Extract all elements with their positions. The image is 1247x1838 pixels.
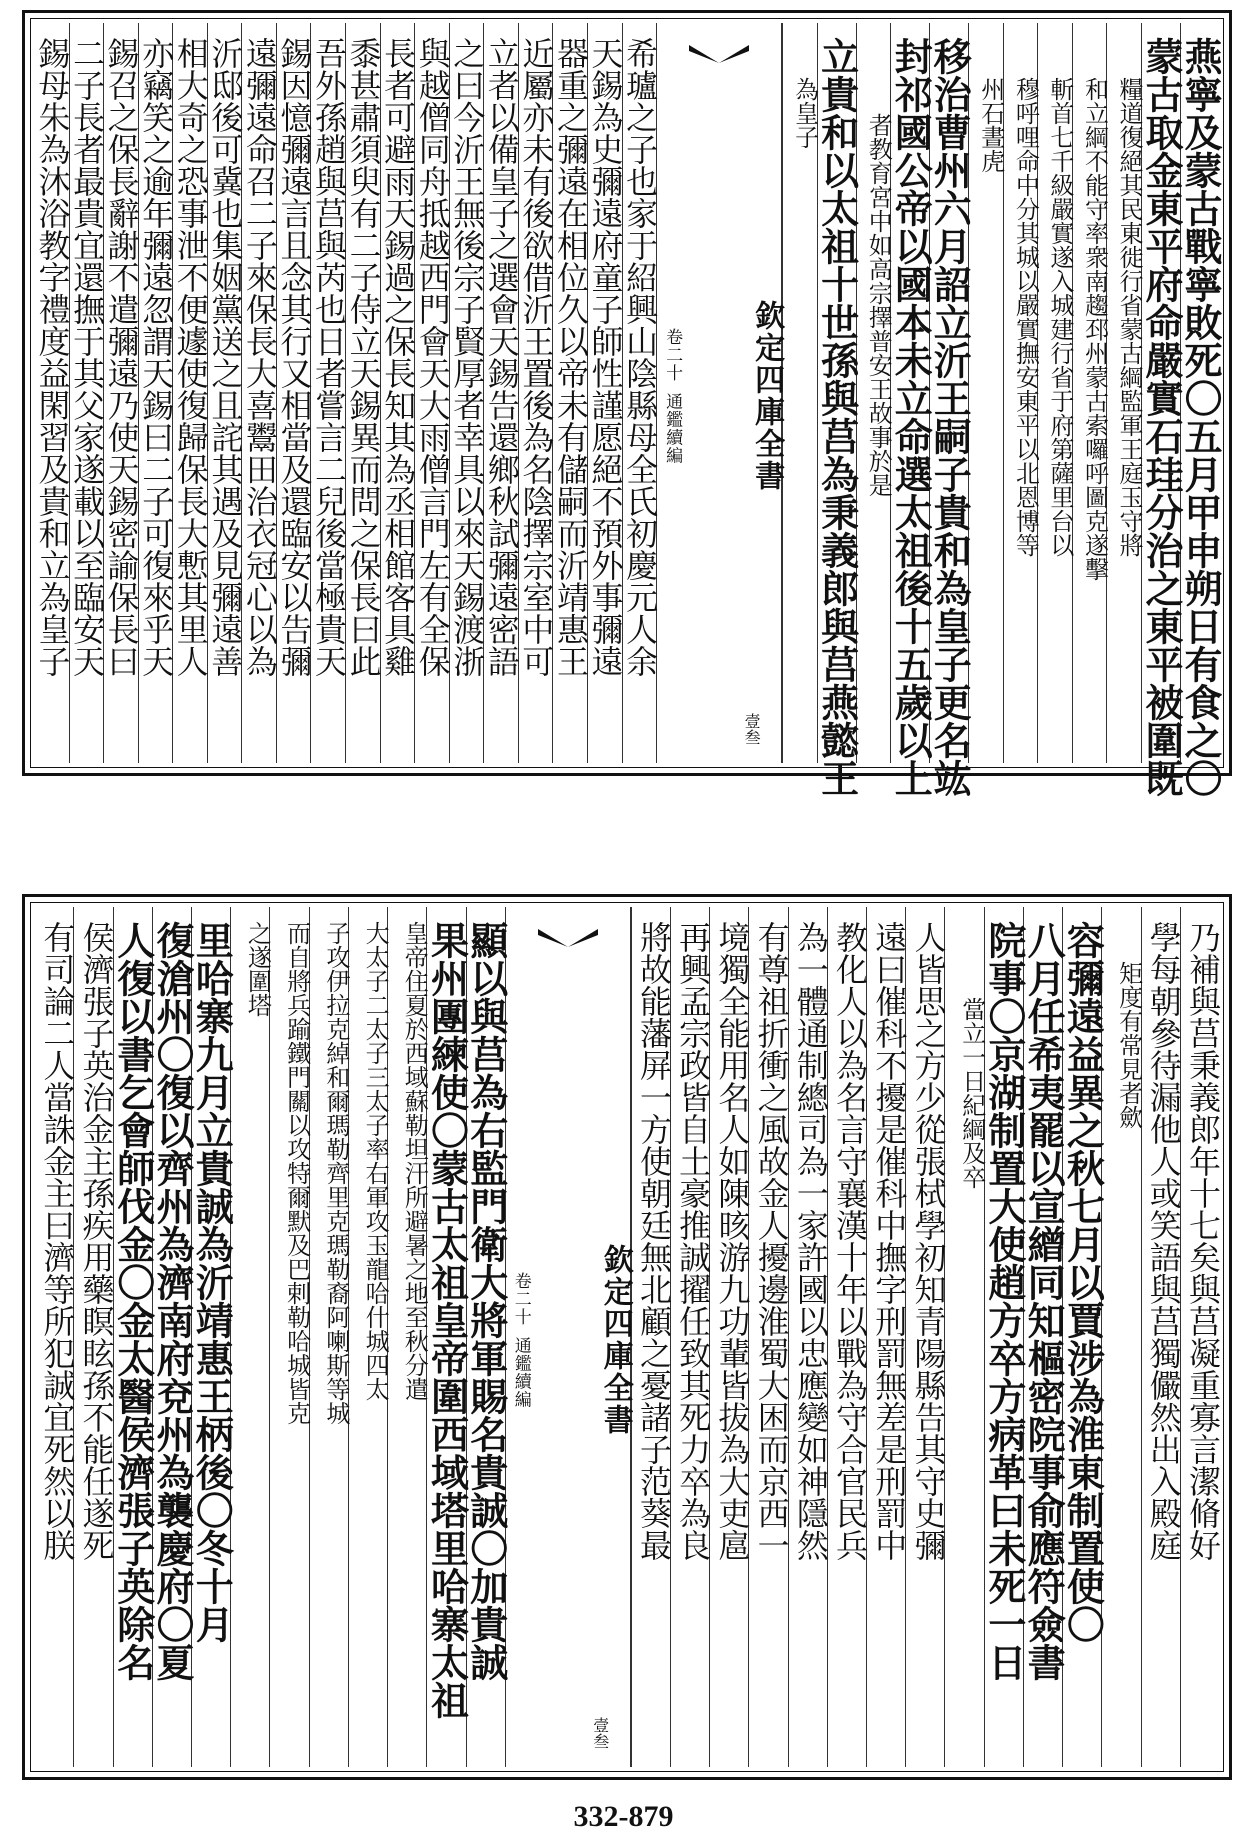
text-column: 侯濟張子英治金主孫疾用藥瞑眩孫不能任遂死 [73,907,112,1767]
folio-gutter [505,907,631,1767]
text-column: 境獨全能用名人如陳晐游九功輩皆拔為大吏扈 [709,907,748,1767]
text-column: 之曰今沂王無後宗子賢厚者幸具以來天錫渡浙 [449,23,484,763]
text-column: 吾外孫趙與莒與芮也日者嘗言二兒後當極貴天 [310,23,345,763]
text-column: 與越僧同舟抵越西門會天大雨僧言門左有全保 [414,23,449,763]
text-column: 八月任希夷罷以宣繒同知樞密院事俞應符僉書 [1023,907,1062,1767]
gutter-section: 通鑑續編 [662,392,683,465]
text-column: 子攻伊拉克綽和爾瑪勒齊里克瑪勒裔阿喇斯等城 [309,907,348,1767]
text-column: 容彌遠益異之秋七月以賈涉為淮東制置使〇 [1062,907,1101,1767]
text-column: 希瓐之子也家于紹興山陰縣母全氏初慶元人余 [622,23,657,763]
text-column: 果州團練使〇蒙古太祖皇帝圍西域塔里哈寨太祖 [426,907,465,1767]
text-column: 有司論二人當誅金主曰濟等所犯誠宜死然以朕 [38,921,77,1561]
gutter-page: 壹叁 [590,1717,610,1749]
text-column: 之遂圍塔 [230,907,269,1767]
text-column: 亦竊笑之逾年彌遠忽謂天錫曰二子可復來乎天 [138,23,173,763]
fish-tail-icon [687,43,751,65]
text-column: 當立一日紀綱及卒 [944,907,983,1767]
fish-tail-icon [536,927,600,949]
text-column: 和立綱不能守率衆南趨邳州蒙古索囉呼圖克遂擊 [1072,23,1107,763]
text-column: 穆呼哩命中分其城以嚴實撫安東平以北恩博等 [1003,23,1038,763]
text-column: 再興孟宗政皆自土豪推誠擢任致其死力卒為良 [670,907,709,1767]
text-column: 遠曰催科不擾是催科中撫字刑罰無差是刑罰中 [866,907,905,1767]
text-column: 斬首七千級嚴實遂入城建行省于府第薩里台以 [1037,23,1072,763]
text-column: 錫因憶彌遠言且念其行又相當及還臨安以告彌 [276,23,311,763]
text-column: 將故能藩屏一方使朝廷無北顧之憂諸子范葵最 [631,907,670,1767]
text-column: 州石晝虎 [968,23,1003,763]
text-column: 移治曹州六月詔立沂王嗣子貴和為皇子更名竑 [929,23,968,763]
text-column: 顯以與莒為右監門衛大將軍賜名貴誠〇加貴誠 [466,907,505,1767]
text-column: 錫召之保長辭謝不遣彌遠乃使天錫密諭保長曰 [103,23,138,763]
folio-gutter [656,23,785,763]
text-column: 院事〇京湖制置大使趙方卒方病革曰未死一日 [984,907,1023,1767]
text-column: 矩度有常見者歛 [1101,907,1140,1767]
gutter-volume: 卷二十 [510,1271,531,1326]
text-column: 二子長者最貴宜還撫于其父家遂載以至臨安天 [69,23,104,763]
page-number: 332-879 [573,1800,674,1833]
text-column: 者教育宮中如高宗擇普安王故事於是 [856,23,891,763]
text-column: 遠彌遠命召二子來保長大喜鬻田治衣冠心以為 [241,23,276,763]
text-column: 皇帝住夏於西域蘇勒坦汗所避暑之地至秋分遣 [387,907,426,1767]
text-column: 沂邸後可冀也集姻黨送之且詫其遇及見彌遠善 [207,23,242,763]
gutter-title: 欽定四庫全書 [597,1244,633,1436]
text-column: 器重之彌遠在相位久以帝未有儲嗣而沂靖惠王 [552,23,587,763]
text-column: 為皇子 [782,23,817,763]
gutter-volume: 卷二十 [662,327,683,382]
gutter-section: 通鑑續編 [510,1336,531,1409]
text-column: 近屬亦未有後欲借沂王置後為名陰擇宗室中可 [518,23,553,763]
text-column: 人皆思之方少從張栻學初知青陽縣告其守史彌 [905,907,944,1767]
text-column: 立貴和以太祖十世孫與莒為秉義郎與莒燕懿王 [817,23,856,763]
text-column: 有尊祖折衝之風故金人擾邊淮蜀大困而京西一 [748,907,787,1767]
text-column: 而自將兵踰鐵門關以攻特爾默及巴剌勒哈城皆克 [269,907,308,1767]
bottom-folio [22,894,1232,1780]
text-column: 大太子二太子三太子率右軍攻玉龍哈什城四太 [348,907,387,1767]
text-column: 為一體通制總司為一家許國以忠應變如神隱然 [788,907,827,1767]
text-column: 人復以書乞會師伐金〇金太醫侯濟張子英除名 [113,907,152,1767]
text-column: 天錫為史彌遠府童子師性謹愿絕不預外事彌遠 [587,23,622,763]
top-columns [33,23,1223,797]
text-column: 立者以備皇子之選會天錫告還鄉秋試彌遠密語 [483,23,518,763]
text-column: 乃補與莒秉義郎年十七矣與莒凝重寡言潔脩好 [1180,907,1219,1767]
bottom-columns [35,907,1222,1767]
text-column: 蒙古取金東平府命嚴實石珪分治之東平被圍既 [1141,23,1180,763]
gutter-page: 壹叁 [742,713,762,745]
text-column: 錫母朱為沐浴教字禮度益閑習及貴和立為皇子 [33,37,72,677]
text-column: 糧道復絕其民東徙行省蒙古綱監軍王庭玉守將 [1106,23,1141,763]
text-column: 長者可避雨天錫過之保長知其為丞相館客具雞 [380,23,415,763]
text-column: 里哈寨九月立貴誠為沂靖惠王柄後〇冬十月 [191,907,230,1767]
top-folio [22,10,1232,797]
text-column: 黍甚肅須臾有二子侍立天錫異而問之保長曰此 [345,23,380,763]
text-column: 封祁國公帝以國本未立命選太祖後十五歲以上 [890,23,929,763]
text-column: 燕寧及蒙古戰寧敗死〇五月甲申朔日有食之〇 [1180,23,1219,763]
text-column: 學每朝參待漏他人或笑語與莒獨儼然出入殿庭 [1141,907,1180,1767]
gutter-title: 欽定四庫全書 [749,300,785,492]
text-column: 教化人以為名言守襄漢十年以戰為守合官民兵 [827,907,866,1767]
text-column: 復滄州〇復以齊州為濟南府兗州為襲慶府〇夏 [152,907,191,1767]
text-column: 相大奇之恐事泄不便遽使復歸保長大慙其里人 [172,23,207,763]
